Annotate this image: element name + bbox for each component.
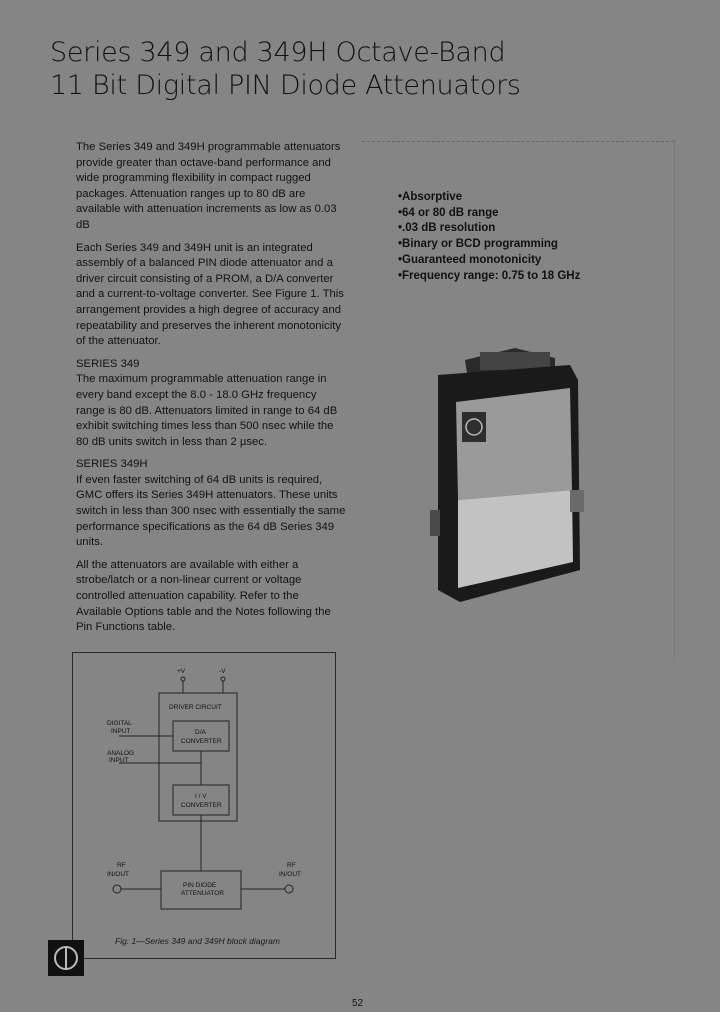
da-converter-label-2: CONVERTER xyxy=(181,738,222,745)
rf-left-label: RF xyxy=(117,862,126,869)
figure-caption: Fig. 1—Series 349 and 349H block diagram xyxy=(115,936,280,946)
page-title xyxy=(50,36,650,102)
series-349-paragraph: The maximum programmable attenuation range in every band except the 8.0 - 18.0 GHz frequency range is 80 dB. Attenuators limited in range to 64 dB exhibit switching times less than 500 nsec while the 80 dB units switch in less than 2 µsec. xyxy=(76,373,338,448)
pin-attenuator-label: PIN DIODE xyxy=(183,882,217,889)
rf-right-label-2: IN/OUT xyxy=(279,871,302,878)
analog-input-label: ANALOG xyxy=(107,750,135,757)
feature-item: • Guaranteed monotonicity xyxy=(398,253,698,269)
series-349-heading: SERIES 349 xyxy=(76,357,140,370)
da-converter-label: D/A xyxy=(195,729,206,736)
title-line-2: 11 Bit Digital PIN Diode Attenuators xyxy=(50,70,521,101)
feature-list xyxy=(398,190,698,284)
company-logo xyxy=(48,940,84,976)
iv-converter-label-2: CONVERTER xyxy=(181,802,222,809)
digital-input-label: DIGITAL xyxy=(107,720,132,727)
feature-item: • .03 dB resolution xyxy=(398,221,698,237)
feature-item: • Binary or BCD programming xyxy=(398,237,698,253)
rf-left-label-2: IN/OUT xyxy=(107,871,130,878)
feature-item: • 64 or 80 dB range xyxy=(398,206,698,222)
intro-paragraph: The Series 349 and 349H programmable attenuators provide greater than octave-band performance and wide programming flexibility in compact rugged packages. Attenuation ranges up to 80 dB are available with attenuation increments as low as 0.03 dB xyxy=(76,141,341,231)
analog-input-label-2: INPUT xyxy=(109,757,129,764)
rf-right-label: RF xyxy=(287,862,296,869)
body-text xyxy=(76,140,346,643)
feature-item: • Frequency range: 0.75 to 18 GHz xyxy=(398,269,698,285)
plus-v-label: +V xyxy=(177,668,186,675)
sidebar-rule xyxy=(362,141,674,142)
feature-item: • Absorptive xyxy=(398,190,698,206)
options-paragraph: All the attenuators are available with either a strobe/latch or a non-linear current or voltage controlled attenuation capability. Refer to the Available Options table and the Notes following the Pin Functions table. xyxy=(76,558,331,634)
digital-input-label-2: INPUT xyxy=(111,728,131,735)
product-photo xyxy=(420,340,602,610)
page-number: 52 xyxy=(352,998,364,1009)
driver-circuit-label: DRIVER CIRCUIT xyxy=(169,704,222,711)
series-349h-paragraph: If even faster switching of 64 dB units is required, GMC offers its Series 349H attenuators. These units switch in less than 300 nsec with essentially the same performance specifications as the 64 dB Series 349 units. xyxy=(76,473,346,549)
pin-attenuator-label-2: ATTENUATOR xyxy=(181,890,224,897)
minus-v-label: -V xyxy=(219,668,226,675)
title-line-1: Series 349 and 349H Octave-Band xyxy=(50,37,506,68)
series-349h-heading: SERIES 349H xyxy=(76,458,148,471)
iv-converter-label: I / V xyxy=(195,793,207,800)
block-diagram xyxy=(72,652,336,959)
assembly-paragraph: Each Series 349 and 349H unit is an integrated assembly of a balanced PIN diode attenuator and a driver circuit consisting of a PROM, a D/A converter and a current-to-voltage converter. See Figure 1. This arrangement provides a high degree of accuracy and repeatability and preserves the inherent monotonicity of the attenuator. xyxy=(76,241,344,348)
